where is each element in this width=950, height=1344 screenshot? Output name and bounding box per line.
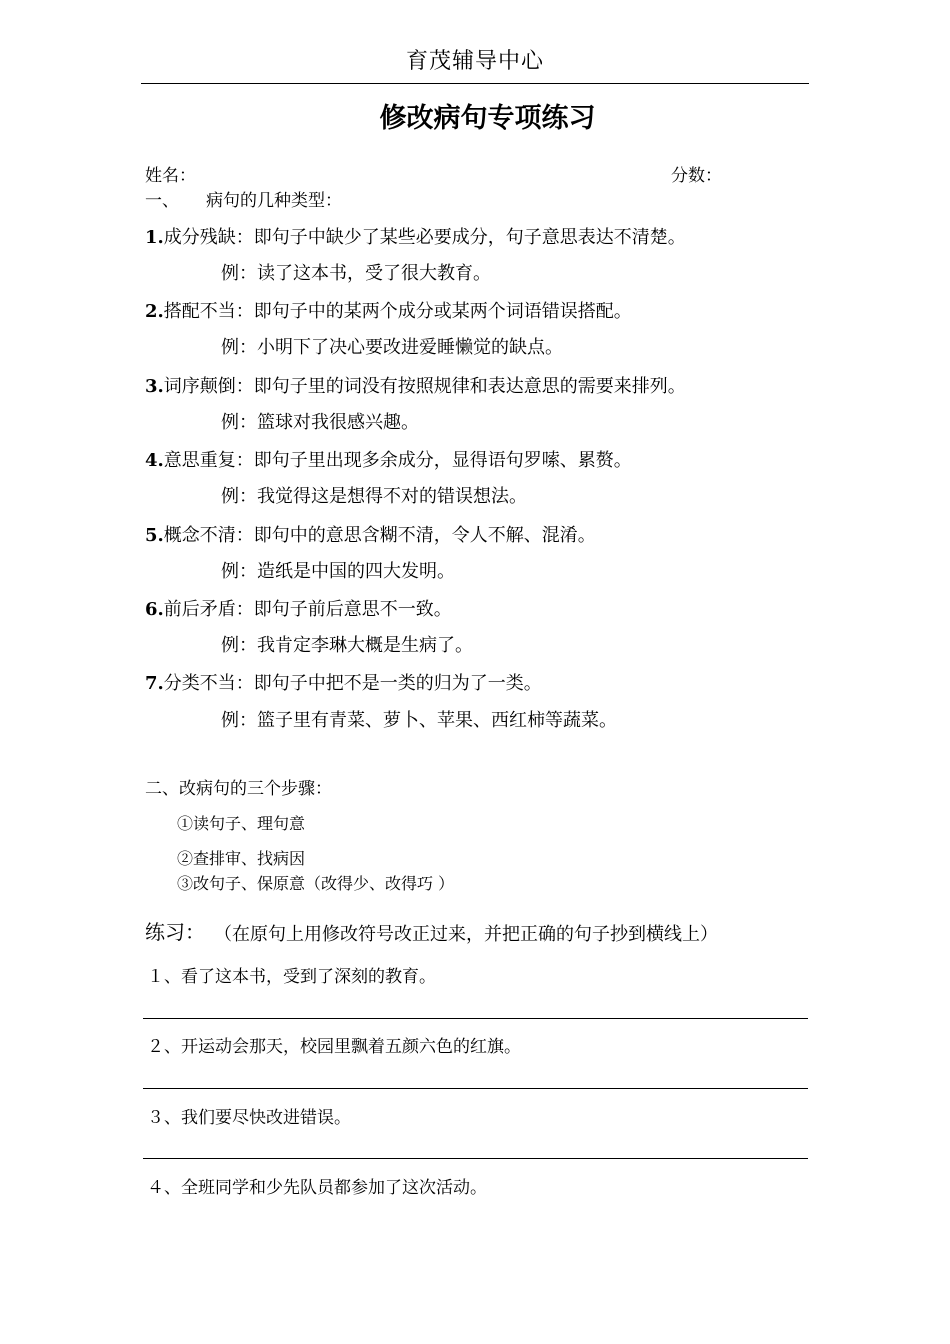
type-number: 1.: [145, 227, 164, 248]
section2-heading: 二、改病句的三个步骤：: [145, 779, 332, 799]
type-item: [145, 521, 596, 547]
practice-item: ３、我们要尽快改进错误。: [147, 1108, 351, 1128]
practice-instruction: （在原句上用修改符号改正过来，并把正确的句子抄到横线上）: [214, 924, 718, 945]
step-item: ①读句子、理句意: [177, 814, 306, 833]
type-text: 分类不当：即句子中把不是一类的归为了一类。: [163, 673, 542, 694]
type-text: 搭配不当：即句子中的某两个成分或某两个词语错误搭配。: [163, 301, 632, 322]
type-example: 例：我觉得这是想得不对的错误想法。: [221, 486, 527, 507]
practice-item: ２、开运动会那天，校园里飘着五颜六色的红旗。: [147, 1037, 521, 1057]
type-item: [145, 223, 686, 249]
type-number: 3.: [145, 376, 164, 397]
type-example: 例：我肯定李琳大概是生病了。: [221, 635, 473, 656]
type-text: 词序颠倒：即句子里的词没有按照规律和表达意思的需要来排列。: [163, 376, 686, 397]
answer-line: [143, 1158, 808, 1159]
type-item: [145, 669, 542, 695]
score-label: 分数：: [671, 166, 722, 186]
type-number: 2.: [145, 301, 164, 322]
practice-item: ４、全班同学和少先队员都参加了这次活动。: [147, 1178, 487, 1198]
name-label: 姓名：: [145, 166, 196, 186]
answer-line: [143, 1088, 808, 1089]
type-example: 例：篮球对我很感兴趣。: [221, 412, 419, 433]
header-divider: [141, 83, 809, 84]
type-text: 成分残缺：即句子中缺少了某些必要成分，句子意思表达不清楚。: [163, 227, 686, 248]
type-text: 意思重复：即句子里出现多余成分，显得语句罗嗦、累赘。: [163, 450, 632, 471]
practice-item: １、看了这本书，受到了深刻的教育。: [147, 967, 436, 987]
type-number: 6.: [145, 599, 164, 620]
type-item: [145, 297, 632, 323]
section1-number: 一、: [145, 191, 179, 211]
type-example: 例：读了这本书，受了很大教育。: [221, 263, 491, 284]
type-example: 例：篮子里有青菜、萝卜、苹果、西红柿等蔬菜。: [221, 710, 617, 731]
type-number: 7.: [145, 673, 164, 694]
step-item: ③改句子、保原意（改得少、改得巧 ）: [177, 874, 455, 893]
type-number: 5.: [145, 525, 164, 546]
type-text: 前后矛盾：即句子前后意思不一致。: [163, 599, 452, 620]
type-example: 例：造纸是中国的四大发明。: [221, 561, 455, 582]
page-title: 修改病句专项练习: [379, 103, 596, 134]
answer-line: [143, 1018, 808, 1019]
type-item: [145, 372, 686, 398]
header-organization: 育茂辅导中心: [405, 49, 544, 74]
type-text: 概念不清：即句中的意思含糊不清，令人不解、混淆。: [163, 525, 596, 546]
type-number: 4.: [145, 450, 164, 471]
practice-label: 练习：: [145, 920, 205, 944]
type-item: [145, 595, 452, 621]
type-example: 例：小明下了决心要改进爱睡懒觉的缺点。: [221, 337, 563, 358]
type-item: [145, 446, 632, 472]
section1-heading: 病句的几种类型：: [206, 191, 342, 211]
step-item: ②查排审、找病因: [177, 849, 306, 868]
